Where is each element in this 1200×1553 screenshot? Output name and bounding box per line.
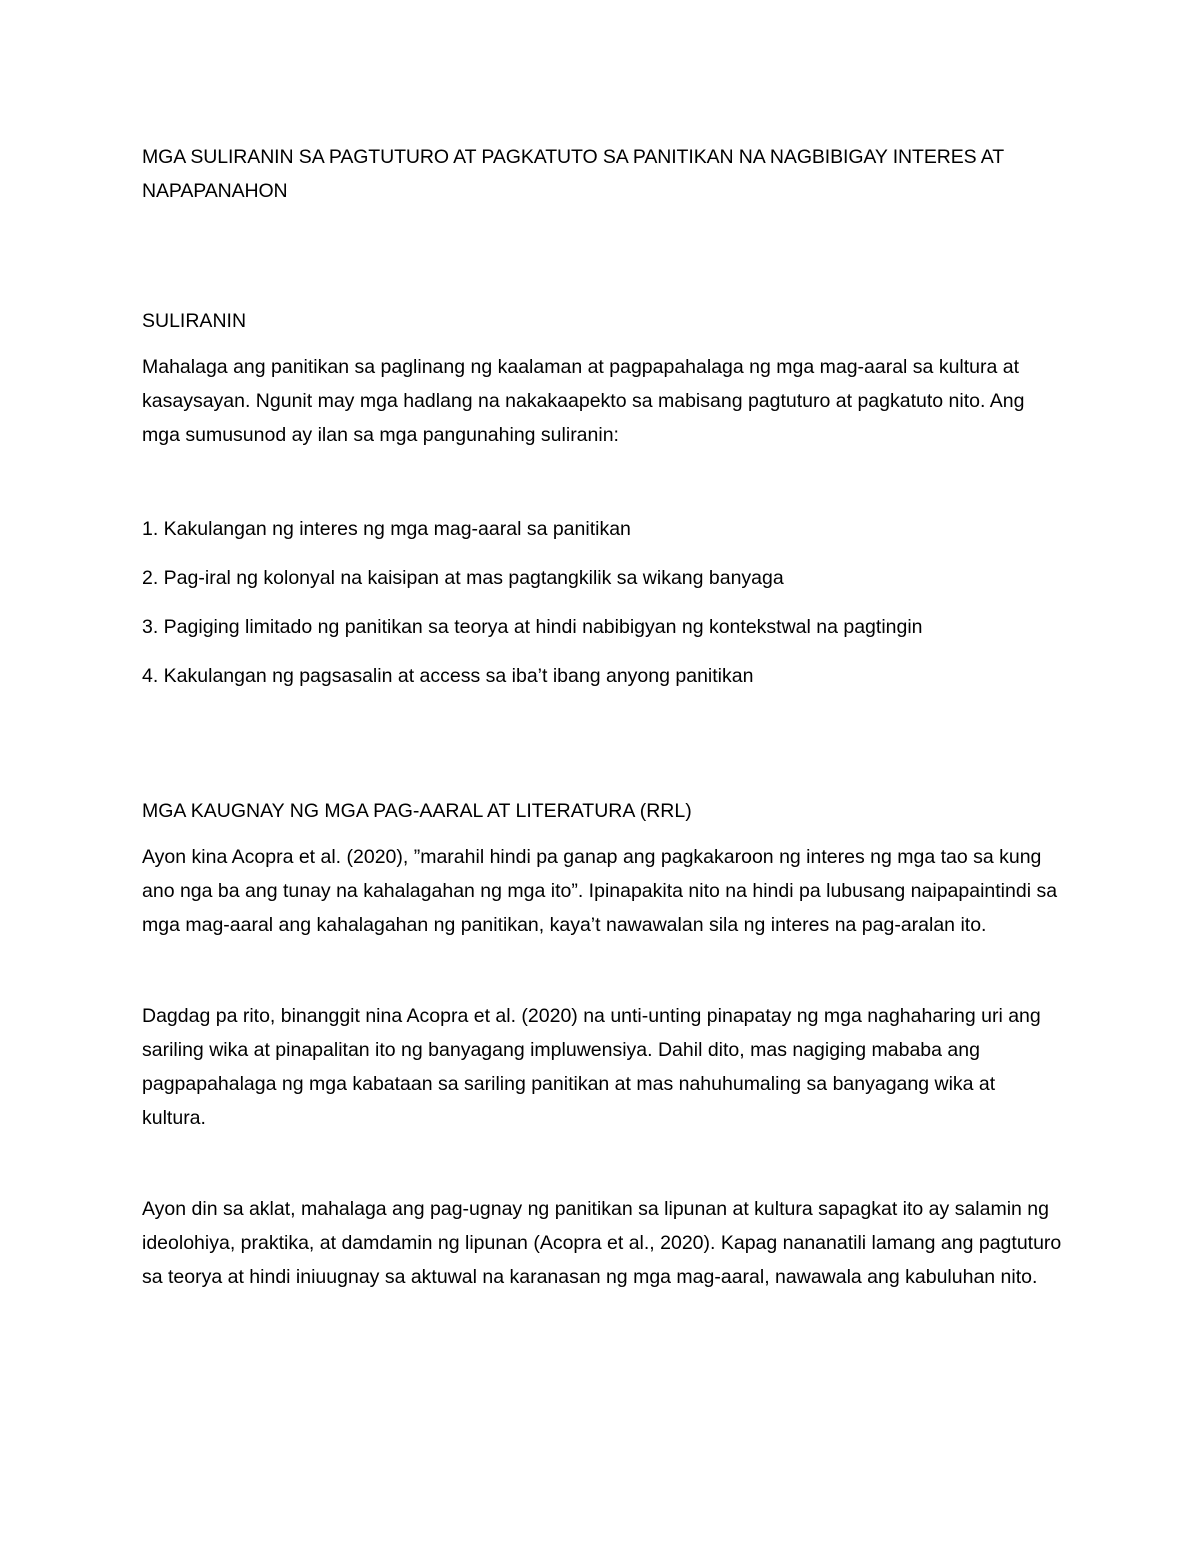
list-item: 1. Kakulangan ng interes ng mga mag-aaral sa panitikan [142,518,631,540]
rrl-paragraph: Ayon kina Acopra et al. (2020), ”marahil hindi pa ganap ang pagkakaroon ng interes ng mga tao sa kung ano nga ba ang tunay na kahalagahan ng mga ito”. Ipinapakita nito na hindi pa lubusang naipapaintindi sa mga mag-aaral ang kahalagahan ng panitikan, kaya’t nawawalan sila ng interes na pag-aralan ito. [142,846,1058,936]
rrl-paragraph: Ayon din sa aklat, mahalaga ang pag-ugnay ng panitikan sa lipunan at kultura sapagkat ito ay salamin ng ideolohiya, praktika, at damdamin ng lipunan (Acopra et al., 2020). Kapag nananatili lamang ang pagtuturo sa teorya at hindi iniuugnay sa aktuwal na karanasan ng mga mag-aaral, nawawala ang kabuluhan nito. [142,1198,1062,1288]
rrl-paragraph: Dagdag pa rito, binanggit nina Acopra et al. (2020) na unti-unting pinapatay ng mga naghaharing uri ang sariling wika at pinapalitan ito ng banyagang impluwensiya. Dahil dito, mas nagiging mababa ang pagpapahalaga ng mga kabataan sa sariling panitikan at mas nahuhumaling sa banyagang wika at kultura. [142,1005,1041,1129]
list-item: 3. Pagiging limitado ng panitikan sa teorya at hindi nabibigyan ng kontekstwal na pagtingin [142,616,923,638]
document-page [142,140,1062,1294]
section-heading-suliranin: SULIRANIN [142,310,247,332]
intro-paragraph: Mahalaga ang panitikan sa paglinang ng kaalaman at pagpapahalaga ng mga mag-aaral sa kultura at kasaysayan. Ngunit may mga hadlang na nakakaapekto sa mabisang pagtuturo at pagkatuto nito. Ang mga sumusunod ay ilan sa mga pangunahing suliranin: [142,356,1025,446]
section-heading-rrl: MGA KAUGNAY NG MGA PAG-AARAL AT LITERATURA (RRL) [142,800,692,822]
list-item: 4. Kakulangan ng pagsasalin at access sa iba’t ibang anyong panitikan [142,665,754,687]
list-item: 2. Pag-iral ng kolonyal na kaisipan at mas pagtangkilik sa wikang banyaga [142,567,784,589]
document-title: MGA SULIRANIN SA PAGTUTURO AT PAGKATUTO SA PANITIKAN NA NAGBIBIGAY INTERES AT NAPAPANAHON [142,146,1004,202]
problem-list [142,512,1062,693]
